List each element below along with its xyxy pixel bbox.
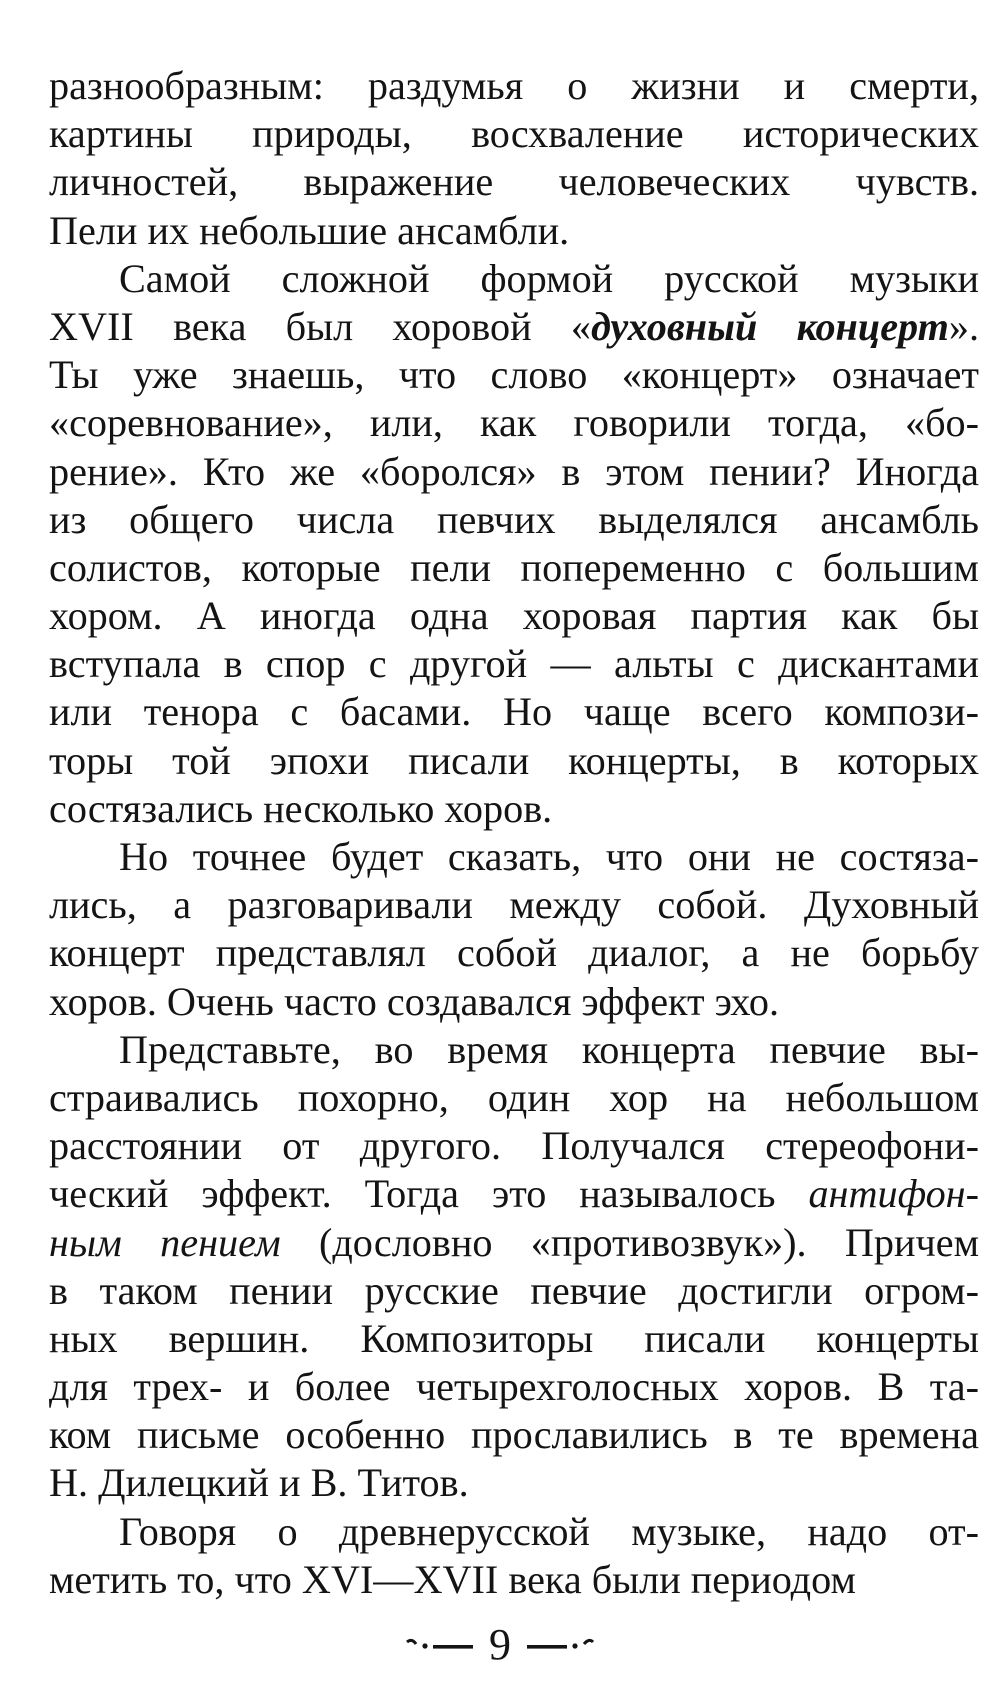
text-run: хоров. Очень часто создавался эффект эхо. <box>49 978 780 1024</box>
text-run: торы той эпохи писали концерты, в которых <box>49 737 979 783</box>
text-run: в таком пении русские певчие достигли огром- <box>49 1267 979 1313</box>
text-run: расстоянии от другого. Получался стереофони- <box>49 1123 979 1169</box>
text-run: Но точнее будет сказать, что они не состяза- <box>119 834 979 879</box>
text-run: ных вершин. Композиторы писали концерты <box>49 1315 979 1361</box>
text-line <box>49 1459 979 1507</box>
text-line <box>49 1170 979 1218</box>
text-run: Пели их небольшие ансамбли. <box>49 207 570 253</box>
text-run: солистов, которые пели попеременно с большим <box>49 544 979 590</box>
text-run: (дословно «противозвук»). Причем <box>280 1219 980 1265</box>
text-line <box>49 448 979 496</box>
text-line <box>49 1026 979 1074</box>
text-line <box>49 592 979 640</box>
text-run: картины природы, восхваление исторических <box>49 111 979 157</box>
text-run: концерт представлял собой диалог, а не борьбу <box>49 930 979 976</box>
paragraph <box>49 1026 979 1508</box>
left-ornament-icon <box>405 1633 475 1657</box>
page-footer <box>0 1616 1000 1670</box>
text-line <box>49 1074 979 1122</box>
paragraph <box>49 833 979 1026</box>
page-number: 9 <box>489 1619 511 1669</box>
text-run: из общего числа певчих выделялся ансамбль <box>49 496 979 542</box>
text-run: состязались несколько хоров. <box>49 785 553 831</box>
text-run: рение». Кто же «боролся» в этом пении? Иногда <box>49 448 979 494</box>
body-text <box>49 62 979 1604</box>
text-run: для трех- и более четырехголосных хоров. В та- <box>49 1364 979 1410</box>
text-run: ческий эффект. Тогда это называлось <box>49 1171 809 1217</box>
text-line <box>49 62 979 110</box>
text-line <box>49 1411 979 1459</box>
text-run: вступала в спор с другой — альты с дискантами <box>49 641 979 687</box>
emphasis-text: антифон- <box>808 1171 979 1217</box>
right-ornament-icon <box>525 1633 595 1657</box>
text-line <box>49 688 979 736</box>
text-line <box>49 929 979 977</box>
emphasis-text: ным пением <box>49 1219 281 1265</box>
text-line <box>49 1363 979 1411</box>
text-run: лись, а разговаривали между собой. Духовный <box>49 882 979 928</box>
text-run: Говоря о древнерусской музыке, надо от- <box>119 1508 979 1554</box>
text-line <box>49 640 979 688</box>
text-line <box>49 110 979 158</box>
text-run: разнообразным: раздумья о жизни и смерти, <box>49 63 979 108</box>
text-run: Ты уже знаешь, что слово «концерт» означает <box>49 352 979 398</box>
text-line <box>49 303 979 351</box>
text-line <box>49 833 979 881</box>
text-run: ком письме особенно прославились в те времена <box>49 1412 979 1458</box>
text-line <box>49 351 979 399</box>
emphasis-text: духовный концерт <box>590 303 949 349</box>
text-line <box>49 978 979 1026</box>
text-line <box>49 785 979 833</box>
paragraph <box>49 1508 979 1604</box>
text-line <box>49 1219 979 1267</box>
text-run: личностей, выражение человеческих чувств. <box>49 159 979 205</box>
paragraph <box>49 255 979 833</box>
text-line <box>49 881 979 929</box>
text-line <box>49 544 979 592</box>
text-run: Представьте, во время концерта певчие вы- <box>119 1026 979 1072</box>
text-line <box>49 737 979 785</box>
text-line <box>49 158 979 206</box>
text-run: «соревнование», или, как говорили тогда, «бо- <box>49 400 979 446</box>
paragraph <box>49 62 979 255</box>
text-run: XVII века был хоровой « <box>49 303 591 349</box>
text-line <box>49 1315 979 1363</box>
text-run: или тенора с басами. Но чаще всего компози- <box>49 689 979 735</box>
text-run: Самой сложной формой русской музыки <box>119 255 979 301</box>
text-line <box>49 496 979 544</box>
text-run: ». <box>948 303 979 349</box>
text-line <box>49 1556 979 1604</box>
text-line <box>49 1122 979 1170</box>
text-run: Н. Дилецкий и В. Титов. <box>49 1460 469 1506</box>
text-run: метить то, что XVI—XVII века были периодом <box>49 1556 856 1602</box>
text-run: страивались похорно, один хор на небольшом <box>49 1074 979 1120</box>
text-line <box>49 255 979 303</box>
text-line <box>49 399 979 447</box>
text-line <box>49 1267 979 1315</box>
text-line <box>49 207 979 255</box>
text-line <box>49 1508 979 1556</box>
text-run: хором. А иногда одна хоровая партия как бы <box>49 593 979 639</box>
